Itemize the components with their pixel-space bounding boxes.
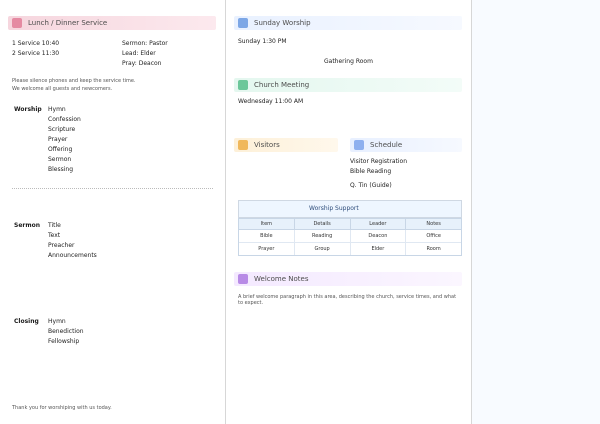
divider [12,188,213,190]
welcome-icon [238,274,248,284]
table-header-4: Notes [426,221,441,227]
mid-banner-welcome [234,272,462,286]
section-label-worship: Worship [14,106,42,113]
mid-line-6: Q. Tin (Guide) [350,182,392,189]
left-footer: Thank you for worshiping with us today. [12,405,112,411]
left-column [0,0,226,424]
mid-banner-visitor-title: Visitors [254,141,280,149]
welcome-title: Welcome Notes [254,275,309,283]
middle-column [226,0,472,424]
worship-item-7: Blessing [48,166,74,173]
table-title-box [238,200,462,218]
right-column [472,0,600,424]
support-table [238,218,462,256]
table-title: Worship Support [309,205,359,212]
visitor-icon [238,140,248,150]
cell-2-1: Prayer [239,243,295,255]
closing-item-2: Benediction [48,328,84,335]
cell-1-4: Office [426,233,441,239]
left-banner [8,16,216,30]
mid-line-3: Wednesday 11:00 AM [238,98,304,105]
closing-item-3: Fellowship [48,338,80,345]
meeting-icon [238,80,248,90]
cell-1-2: Reading [295,230,351,242]
mid-line-5: Bible Reading [350,168,392,175]
cell-2-2: Group [295,243,351,255]
mid-banner-schedule-title: Schedule [370,141,403,149]
table-header-3: Leader [351,219,407,229]
cell-2-3: Elder [351,243,407,255]
minister-line-1: Sermon: Pastor [122,40,168,47]
minister-line-3: Pray: Deacon [122,60,162,67]
service-time-1: 1 Service 10:40 [12,40,60,47]
service-time-2: 2 Service 11:30 [12,50,60,57]
mid-banner-meeting-title: Church Meeting [254,81,310,89]
minister-line-2: Lead: Elder [122,50,156,57]
table-header-2: Details [295,219,351,229]
sermon-item-3: Preacher [48,242,75,249]
sunday-icon [238,18,248,28]
mid-line-1: Sunday 1:30 PM [238,38,287,45]
mid-banner-sunday [234,16,462,30]
table-row [239,230,461,243]
schedule-icon [354,140,364,150]
cell-1-3: Deacon [351,230,407,242]
banner-icon [12,18,22,28]
notice-line-1: Please silence phones and keep the service time. [12,78,136,84]
worship-item-1: Hymn [48,106,66,113]
table-header-1: Item [239,219,295,229]
worship-item-2: Confession [48,116,81,123]
notice-line-2: We welcome all guests and newcomers. [12,86,113,92]
mid-banner-sunday-title: Sunday Worship [254,19,311,27]
sermon-item-1: Title [48,222,61,229]
sermon-item-4: Announcements [48,252,97,259]
welcome-text: A brief welcome paragraph in this area, describing the church, service times, and what to expect. [238,294,457,306]
closing-item-1: Hymn [48,318,66,325]
section-label-sermon: Sermon [14,222,40,229]
worship-item-3: Scripture [48,126,76,133]
cell-1-1: Bible [239,230,295,242]
worship-item-6: Sermon [48,156,72,163]
mid-banner-visitor [234,138,338,152]
worship-item-4: Prayer [48,136,68,143]
worship-item-5: Offering [48,146,73,153]
table-header [239,219,461,230]
cell-2-4: Room [426,246,441,252]
table-row [239,243,461,255]
sermon-item-2: Text [48,232,61,239]
mid-banner-meeting [234,78,462,92]
mid-line-2: Gathering Room [324,58,373,65]
mid-line-4: Visitor Registration [350,158,408,165]
left-banner-title: Lunch / Dinner Service [28,19,108,27]
section-label-closing: Closing [14,318,39,325]
mid-banner-schedule [350,138,462,152]
